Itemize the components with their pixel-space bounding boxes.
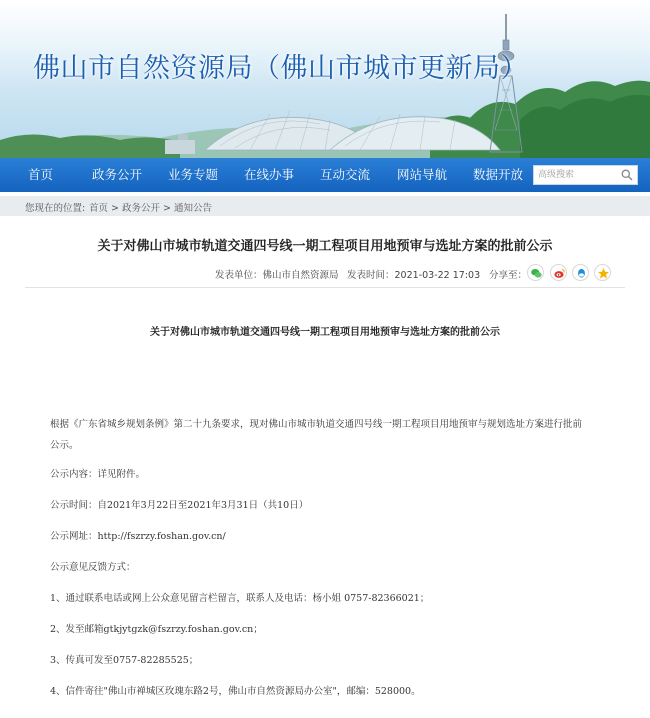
wechat-share-button[interactable] [527, 264, 544, 281]
nav-item-home[interactable]: 首页 [28, 167, 54, 182]
paragraph-feedback-mail: 4、信件寄往"佛山市禅城区玫瑰东路2号，佛山市自然资源局办公室"，邮编：528000。 [50, 686, 421, 697]
share-label: 分享至： [489, 270, 528, 281]
paragraph-feedback-heading: 公示意见反馈方式： [50, 562, 136, 573]
weibo-share-button[interactable] [550, 264, 567, 281]
breadcrumb [0, 196, 650, 216]
article-title: 关于对佛山市城市轨道交通四号线一期工程项目用地预审与选址方案的批前公示 [97, 239, 553, 254]
breadcrumb-prefix: 您现在的位置: [25, 203, 86, 214]
publish-time: 发表时间：2021-03-22 17:03 [347, 270, 481, 281]
qq-icon [575, 267, 588, 280]
qzone-share-button[interactable] [594, 264, 611, 281]
nav-item-interaction[interactable]: 互动交流 [320, 167, 371, 182]
nav-item-site-map[interactable]: 网站导航 [397, 167, 448, 182]
paragraph-content: 公示内容：详见附件。 [50, 469, 146, 480]
qzone-icon [597, 267, 610, 280]
paragraph-period: 公示时间：自2021年3月22日至2021年3月31日（共10日） [50, 500, 309, 511]
nav-item-open-data[interactable]: 数据开放 [473, 167, 524, 182]
search-box [533, 165, 638, 185]
paragraph-website[interactable]: 公示网址：http://fszrzy.foshan.gov.cn/ [50, 531, 226, 542]
qq-share-button[interactable] [572, 264, 589, 281]
header-divider [25, 287, 625, 288]
header-banner [0, 0, 650, 158]
paragraph-basis: 根据《广东省城乡规划条例》第二十九条要求，现对佛山市城市轨道交通四号线一期工程项目用地预审与规划选址方案进行批前 [50, 419, 583, 430]
search-icon[interactable] [620, 168, 634, 182]
body-title: 关于对佛山市城市轨道交通四号线一期工程项目用地预审与选址方案的批前公示 [150, 327, 500, 338]
wechat-icon [530, 267, 543, 280]
paragraph-feedback-email[interactable]: 2、发至邮箱gtkjytgzk@fszrzy.foshan.gov.cn； [50, 624, 263, 635]
paragraph-basis-cont: 公示。 [50, 440, 79, 451]
site-title: 佛山市自然资源局（佛山市城市更新局） [33, 53, 528, 84]
paragraph-feedback-phone: 1、通过联系电话或网上公众意见留言栏留言，联系人及电话：杨小姐 0757-82366021； [50, 593, 430, 604]
breadcrumb-path[interactable]: 首页 > 政务公开 > 通知公告 [89, 203, 212, 214]
nav-item-online-services[interactable]: 在线办事 [244, 167, 295, 182]
paragraph-feedback-fax: 3、传真可发至0757-82285525； [50, 655, 199, 666]
weibo-icon [553, 267, 566, 280]
nav-item-government-affairs[interactable]: 政务公开 [92, 167, 143, 182]
search-input[interactable] [538, 166, 618, 184]
publisher: 发表单位：佛山市自然资源局 [215, 270, 339, 281]
nav-item-business-topics[interactable]: 业务专题 [168, 167, 219, 182]
